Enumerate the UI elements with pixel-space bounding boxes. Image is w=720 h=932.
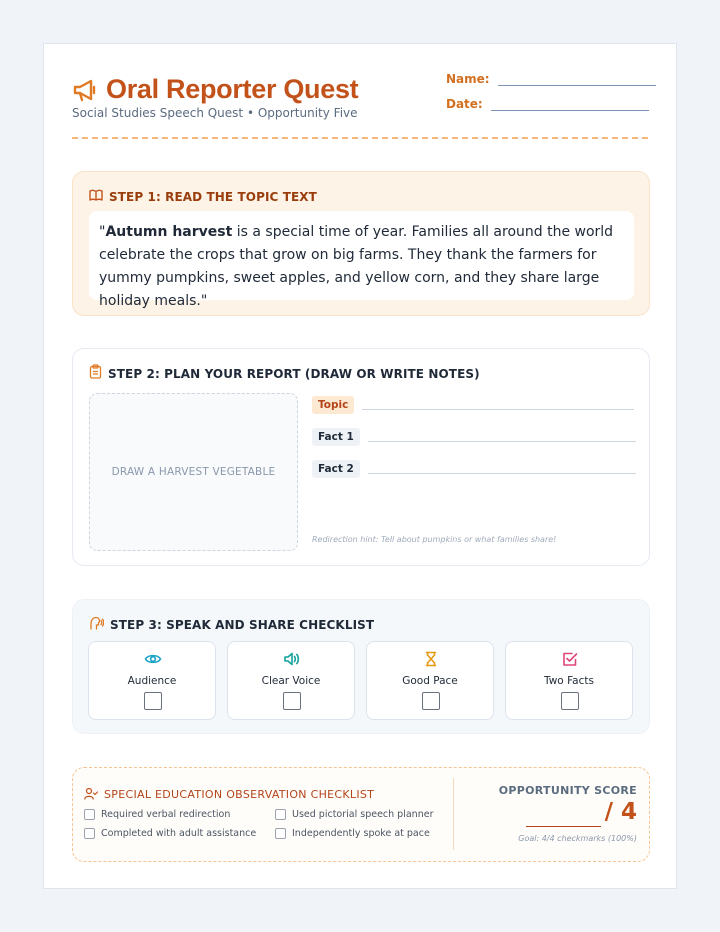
drawing-area[interactable]: DRAW A HARVEST VEGETABLE: [89, 393, 298, 551]
observation-heading: SPECIAL EDUCATION OBSERVATION CHECKLIST: [104, 788, 375, 801]
date-field[interactable]: [446, 97, 649, 111]
note-row-fact-1[interactable]: [312, 428, 636, 446]
megaphone-icon: [72, 78, 98, 102]
note-row-topic[interactable]: [312, 396, 634, 414]
skill-checkbox-clear-voice[interactable]: [283, 692, 301, 710]
obs-item-pictorial-planner[interactable]: [275, 809, 433, 820]
skill-label-good-pace: Good Pace: [402, 675, 458, 687]
obs-item-adult-assistance[interactable]: [84, 828, 256, 839]
note-line-topic[interactable]: [362, 400, 634, 410]
skill-card-two-facts: [505, 641, 633, 720]
topic-text-rest: is a special time of year. Families all around the world celebrate the crops that grow on big farms. They thank the farmers for yummy pumpkins, sweet apples, and yellow corn, and they share large holiday meals.": [99, 224, 614, 309]
step1-header: [89, 187, 317, 206]
note-label-topic: Topic: [312, 396, 354, 414]
title-row: [72, 74, 358, 105]
obs-item-verbal-redirection[interactable]: [84, 809, 230, 820]
score-title: OPPORTUNITY SCORE: [498, 784, 637, 797]
topic-text: [89, 211, 634, 309]
step2-heading: STEP 2: PLAN YOUR REPORT (DRAW OR WRITE NOTES): [108, 366, 480, 381]
redirection-hint: Redirection hint: Tell about pumpkins or what families share!: [312, 535, 557, 544]
obs-checkbox[interactable]: [84, 809, 95, 820]
skill-card-clear-voice: [227, 641, 355, 720]
step2-header: [89, 364, 480, 383]
skill-checkbox-good-pace[interactable]: [422, 692, 440, 710]
score-goal: Goal: 4/4 checkmarks (100%): [518, 834, 637, 843]
note-label-fact-2: Fact 2: [312, 460, 360, 478]
skill-card-good-pace: [366, 641, 494, 720]
topic-bold-phrase: Autumn harvest: [105, 224, 233, 240]
step2-card: [72, 348, 650, 566]
obs-checkbox[interactable]: [84, 828, 95, 839]
note-label-fact-1: Fact 1: [312, 428, 360, 446]
speaking-head-icon: [89, 615, 104, 634]
worksheet: [43, 43, 677, 889]
obs-item-independent-pace[interactable]: [275, 828, 430, 839]
step3-card: [72, 599, 650, 734]
step3-header: [89, 615, 374, 634]
name-field[interactable]: [446, 72, 656, 86]
date-label: Date:: [446, 97, 483, 111]
clipboard-icon: [89, 364, 102, 383]
observation-card: [72, 767, 650, 862]
skill-card-audience: [88, 641, 216, 720]
skill-label-audience: Audience: [127, 675, 177, 687]
topic-quote-open: ": [99, 224, 106, 240]
note-line-fact-1[interactable]: [368, 432, 636, 442]
skill-checkbox-two-facts[interactable]: [561, 692, 579, 710]
page-subtitle: Social Studies Speech Quest • Opportunity Five: [72, 106, 358, 120]
name-line[interactable]: [498, 74, 656, 86]
skill-label-two-facts: Two Facts: [544, 675, 594, 687]
name-label: Name:: [446, 72, 490, 86]
book-icon: [89, 187, 103, 206]
skill-label-clear-voice: Clear Voice: [261, 675, 321, 687]
observation-header: [84, 785, 374, 804]
obs-item-label: Independently spoke at pace: [292, 828, 430, 839]
observation-divider: [453, 778, 454, 850]
user-check-icon: [84, 785, 98, 804]
step1-heading: STEP 1: READ THE TOPIC TEXT: [109, 189, 317, 204]
obs-item-label: Completed with adult assistance: [101, 828, 257, 839]
step1-card: [72, 171, 650, 316]
obs-item-label: Required verbal redirection: [101, 809, 231, 820]
page-title: Oral Reporter Quest: [106, 74, 359, 104]
score-input-line[interactable]: [526, 826, 601, 827]
obs-item-label: Used pictorial speech planner: [292, 809, 434, 820]
obs-checkbox[interactable]: [275, 809, 286, 820]
step3-heading: STEP 3: SPEAK AND SHARE CHECKLIST: [110, 617, 375, 632]
skill-checkbox-audience[interactable]: [144, 692, 162, 710]
date-line[interactable]: [491, 99, 649, 111]
header-divider: [72, 137, 648, 139]
score-total: / 4: [604, 799, 637, 825]
note-row-fact-2[interactable]: [312, 460, 636, 478]
obs-checkbox[interactable]: [275, 828, 286, 839]
note-line-fact-2[interactable]: [368, 464, 636, 474]
